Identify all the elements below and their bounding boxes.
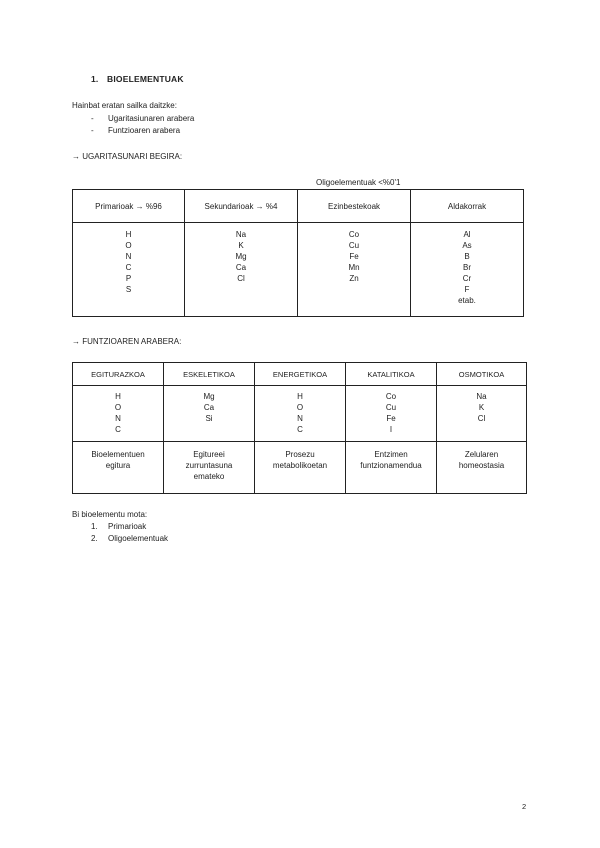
table-header-row (73, 363, 527, 386)
function-cell (255, 442, 346, 494)
element-symbol: F (464, 285, 470, 294)
list-item-text: Ugaritasiunaren arabera (108, 114, 195, 123)
element-cell (73, 386, 164, 442)
function-text: funtzionamendua (360, 461, 422, 470)
column-header: KATALITIKOA (346, 363, 437, 386)
element-symbol: Fe (349, 252, 359, 261)
table-row (73, 223, 524, 317)
element-cell (164, 386, 255, 442)
element-symbol: C (297, 425, 303, 434)
element-symbol: Na (476, 392, 487, 401)
function-text: egitura (105, 461, 131, 470)
element-symbol: etab. (458, 296, 476, 305)
function-cell (164, 442, 255, 494)
element-symbol: As (462, 241, 472, 250)
column-header: Aldakorrak (411, 190, 524, 223)
element-symbol: Co (348, 230, 360, 239)
function-text: zurruntasuna (185, 461, 233, 470)
list-item (91, 113, 194, 125)
list-item (91, 521, 168, 533)
element-symbol: Cr (462, 274, 472, 283)
element-symbol: S (125, 285, 132, 294)
function-text: metabolikoetan (272, 461, 328, 470)
element-symbol: C (125, 263, 132, 272)
table-row (73, 386, 527, 442)
page-number: 2 (522, 802, 527, 811)
element-symbol: Br (463, 263, 471, 272)
function-text: Entzimen (374, 450, 408, 459)
function-text: Prosezu (285, 450, 315, 459)
element-symbol: N (125, 252, 132, 261)
function-section-label: → FUNTZIOAREN ARABERA: (72, 337, 182, 346)
list-item-text: Oligoelementuak (108, 534, 169, 543)
element-cell (185, 223, 298, 317)
element-symbol: H (125, 230, 132, 239)
element-cell (255, 386, 346, 442)
list-item (91, 533, 168, 545)
function-text: Zelularen (464, 450, 499, 459)
function-cell (73, 442, 164, 494)
element-symbol: K (478, 403, 485, 412)
function-cell (437, 442, 527, 494)
list-item-text: Primarioak (108, 522, 147, 531)
heading-number: 1. (91, 74, 99, 84)
element-symbol: Mg (203, 392, 215, 401)
function-table (72, 362, 527, 494)
column-header: EGITURAZKOA (73, 363, 164, 386)
list-number: 1. (91, 522, 98, 531)
element-symbol: N (297, 414, 303, 423)
element-symbol: Cu (348, 241, 360, 250)
element-symbol: O (296, 403, 304, 412)
column-header: ENERGETIKOA (255, 363, 346, 386)
list-item-text: Funtzioaren arabera (108, 126, 181, 135)
element-symbol: Mn (348, 263, 360, 272)
element-symbol: Cl (237, 274, 245, 283)
element-cell (298, 223, 411, 317)
oligo-caption: Oligoelementuak <%0'1 (316, 178, 401, 187)
column-header: Sekundarioak → %4 (185, 190, 298, 223)
element-symbol: H (115, 392, 121, 401)
column-header: Primarioak → %96 (73, 190, 185, 223)
element-symbol: N (115, 414, 121, 423)
table-header-row (73, 190, 524, 223)
element-symbol: P (125, 274, 132, 283)
function-text: Egitureei (193, 450, 225, 459)
element-symbol: Fe (386, 414, 396, 423)
types-intro: Bi bioelementu mota: (72, 510, 148, 519)
column-header: Ezinbestekoak (298, 190, 411, 223)
element-symbol: O (125, 241, 132, 250)
table-row (73, 442, 527, 494)
element-symbol: I (389, 425, 393, 434)
function-text: homeostasia (458, 461, 505, 470)
element-symbol: Mg (235, 252, 247, 261)
element-cell (73, 223, 185, 317)
element-symbol: Si (205, 414, 213, 423)
function-cell (346, 442, 437, 494)
function-text: Bioelementuen (91, 450, 145, 459)
list-marker: - (91, 126, 94, 135)
function-text: emateko (193, 472, 225, 481)
element-symbol: Co (385, 392, 397, 401)
list-marker: - (91, 114, 94, 123)
list-number: 2. (91, 534, 98, 543)
element-symbol: K (238, 241, 244, 250)
column-header: ESKELETIKOA (164, 363, 255, 386)
element-symbol: B (464, 252, 470, 261)
element-symbol: Zn (349, 274, 359, 283)
element-symbol: Cl (477, 414, 486, 423)
element-cell (437, 386, 527, 442)
element-symbol: Cu (385, 403, 397, 412)
intro-text: Hainbat eratan sailka daitzke: (72, 101, 177, 110)
abundance-table (72, 189, 524, 317)
column-header: OSMOTIKOA (437, 363, 527, 386)
element-symbol: O (114, 403, 122, 412)
element-symbol: Na (235, 230, 247, 239)
types-list (91, 521, 168, 545)
abundance-section-label: → UGARITASUNARI BEGIRA: (72, 152, 183, 161)
element-symbol: H (297, 392, 303, 401)
element-symbol: Ca (203, 403, 215, 412)
element-cell (411, 223, 524, 317)
element-symbol: Al (463, 230, 471, 239)
element-symbol: C (115, 425, 121, 434)
element-cell (346, 386, 437, 442)
classification-list (91, 113, 194, 137)
heading-text: BIOELEMENTUAK (107, 74, 184, 84)
list-item (91, 125, 194, 137)
section-heading (91, 74, 184, 84)
element-symbol: Ca (235, 263, 247, 272)
